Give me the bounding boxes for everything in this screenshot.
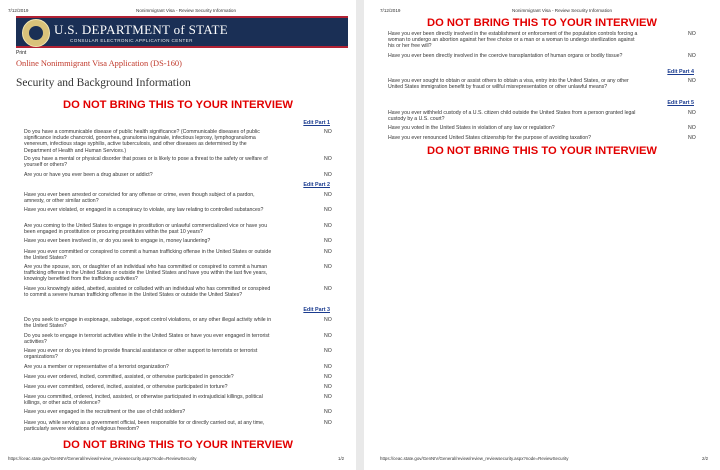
question: Do you have a mental or physical disorder that poses or is likely to pose a threat to the safety or welfare of yourself or others? xyxy=(24,156,268,169)
warning-banner-bottom: DO NOT BRING THIS TO YOUR INTERVIEW xyxy=(63,439,293,451)
question: Have you ever engaged in the recruitment or the use of child soldiers? xyxy=(24,409,186,415)
print-date: 7/12/2019 xyxy=(8,8,29,13)
question: Have you ever committed or conspired to commit a human trafficking offense in the United States or outside the United States? xyxy=(24,249,272,262)
question: Have you, while serving as a government official, been responsible for or directly carried out, at any time, particularly severe violations of religious freedom? xyxy=(24,420,265,433)
page-number: 2/2 xyxy=(702,456,709,461)
answer: NO xyxy=(324,317,332,323)
question: Have you ever been arrested or convicted for any offense or crime, even though subject of a pardon, amnesty, or other similar action? xyxy=(24,192,255,205)
state-department-banner xyxy=(16,16,348,48)
question: Do you have a communicable disease of public health significance? (Communicable diseases of public significance include chancroid, gonorrhea, granuloma inguinale, infectious leprosy, lymphogranuloma venereum, infectious stage syphilis, active tuberculosis, and other diseases as determined by the Department of Health and Human Services.) xyxy=(24,129,260,154)
question: Have you ever been directly involved in the establishment or enforcement of the population controls forcing a woman to undergo an abortion against her free choice or a man or a woman to undergo sterilization against his or her free will? xyxy=(388,31,638,50)
question: Have you knowingly aided, abetted, assisted or colluded with an individual who has committed or conspired to commit a severe human trafficking offense in the United States or outside the United States? xyxy=(24,286,271,299)
answer: NO xyxy=(688,53,696,59)
question: Are you a member or representative of a terrorist organization? xyxy=(24,364,169,370)
page-url: https://ceac.state.gov/GenNIV/General/review/review_reviewsecurity.aspx?node=ReviewSecurity xyxy=(380,456,569,461)
document-page-1 xyxy=(0,0,356,470)
question: Do you seek to engage in terrorist activities while in the United States or have you ever engaged in terrorist activities? xyxy=(24,333,270,346)
answer: NO xyxy=(324,348,332,354)
answer: NO xyxy=(324,238,332,244)
print-title: Nonimmigrant Visa - Review Security Information xyxy=(136,8,236,13)
question: Are you coming to the United States to engage in prostitution or unlawful commercialized vice or have you been engaged in prostitution or procuring prostitutes within the past 10 years? xyxy=(24,223,268,236)
question: Have you ever committed, ordered, incited, assisted, or otherwise participated in torture? xyxy=(24,384,228,390)
answer: NO xyxy=(324,384,332,390)
warning-banner-bottom: DO NOT BRING THIS TO YOUR INTERVIEW xyxy=(427,145,657,157)
answer: NO xyxy=(324,420,332,426)
page-number: 1/2 xyxy=(338,456,345,461)
question: Have you ever been involved in, or do you seek to engage in, money laundering? xyxy=(24,238,211,244)
answer: NO xyxy=(324,409,332,415)
answer: NO xyxy=(688,135,696,141)
section-title: Security and Background Information xyxy=(16,77,191,89)
edit-part-3-link[interactable]: Edit Part 3 xyxy=(303,307,330,313)
question: Have you ever sought to obtain or assist others to obtain a visa, entry into the United States, or any other United States immigration benefit by fraud or willful misrepresentation or other unlawful means? xyxy=(388,78,629,91)
question: Have you ever violated, or engaged in a conspiracy to violate, any law relating to controlled substances? xyxy=(24,207,264,213)
answer: NO xyxy=(688,110,696,116)
answer: NO xyxy=(324,223,332,229)
application-name: Online Nonimmigrant Visa Application (DS-160) xyxy=(16,59,182,68)
warning-banner-top: DO NOT BRING THIS TO YOUR INTERVIEW xyxy=(63,99,293,111)
question: Are you or have you ever been a drug abuser or addict? xyxy=(24,172,153,178)
answer: NO xyxy=(324,264,332,270)
banner-title: U.S. DEPARTMENT of STATE xyxy=(54,22,229,37)
question: Have you ever withheld custody of a U.S. citizen child outside the United States from a person granted legal custody by a U.S. court? xyxy=(388,110,636,123)
answer: NO xyxy=(324,172,332,178)
page-url: https://ceac.state.gov/GenNIV/General/review/review_reviewsecurity.aspx?node=ReviewSecurity xyxy=(8,456,197,461)
answer: NO xyxy=(324,333,332,339)
answer: NO xyxy=(324,364,332,370)
print-link[interactable]: Print xyxy=(16,50,27,56)
answer: NO xyxy=(688,78,696,84)
print-date: 7/12/2019 xyxy=(380,8,401,13)
edit-part-4-link[interactable]: Edit Part 4 xyxy=(667,69,694,75)
question: Do you seek to engage in espionage, sabotage, export control violations, or any other illegal activity while in the United States? xyxy=(24,317,272,330)
answer: NO xyxy=(324,286,332,292)
banner-stripe-top xyxy=(16,16,348,18)
question: Have you ever or do you intend to provide financial assistance or other support to terrorists or terrorist organizations? xyxy=(24,348,258,361)
answer: NO xyxy=(324,394,332,400)
answer: NO xyxy=(324,192,332,198)
question: Have you committed, ordered, incited, assisted, or otherwise participated in extrajudicial killings, political killings, or other acts of violence? xyxy=(24,394,263,407)
answer: NO xyxy=(324,129,332,135)
print-title: Nonimmigrant Visa - Review Security Information xyxy=(512,8,612,13)
question: Have you ever renounced United States citizenship for the purpose of avoiding taxation? xyxy=(388,135,592,141)
edit-part-1-link[interactable]: Edit Part 1 xyxy=(303,120,330,126)
banner-subtitle: CONSULAR ELECTRONIC APPLICATION CENTER xyxy=(70,38,193,43)
edit-part-2-link[interactable]: Edit Part 2 xyxy=(303,182,330,188)
question: Are you the spouse, son, or daughter of an individual who has committed or conspired to commit a human trafficking offense in the United States or outside the United States and have you within the last five years, knowingly benefited from the trafficking activities? xyxy=(24,264,268,283)
answer: NO xyxy=(324,156,332,162)
question: Have you ever ordered, incited, committed, assisted, or otherwise participated in genocide? xyxy=(24,374,234,380)
answer: NO xyxy=(324,207,332,213)
document-page-2 xyxy=(364,0,720,470)
banner-stripe-bottom xyxy=(16,46,348,48)
department-seal-icon xyxy=(22,19,50,47)
question: Have you voted in the United States in violation of any law or regulation? xyxy=(388,125,555,131)
answer: NO xyxy=(324,374,332,380)
question: Have you ever been directly involved in the coercive transplantation of human organs or bodily tissue? xyxy=(388,53,623,59)
answer: NO xyxy=(688,31,696,37)
edit-part-5-link[interactable]: Edit Part 5 xyxy=(667,100,694,106)
warning-banner-top: DO NOT BRING THIS TO YOUR INTERVIEW xyxy=(427,17,657,29)
answer: NO xyxy=(688,125,696,131)
answer: NO xyxy=(324,249,332,255)
